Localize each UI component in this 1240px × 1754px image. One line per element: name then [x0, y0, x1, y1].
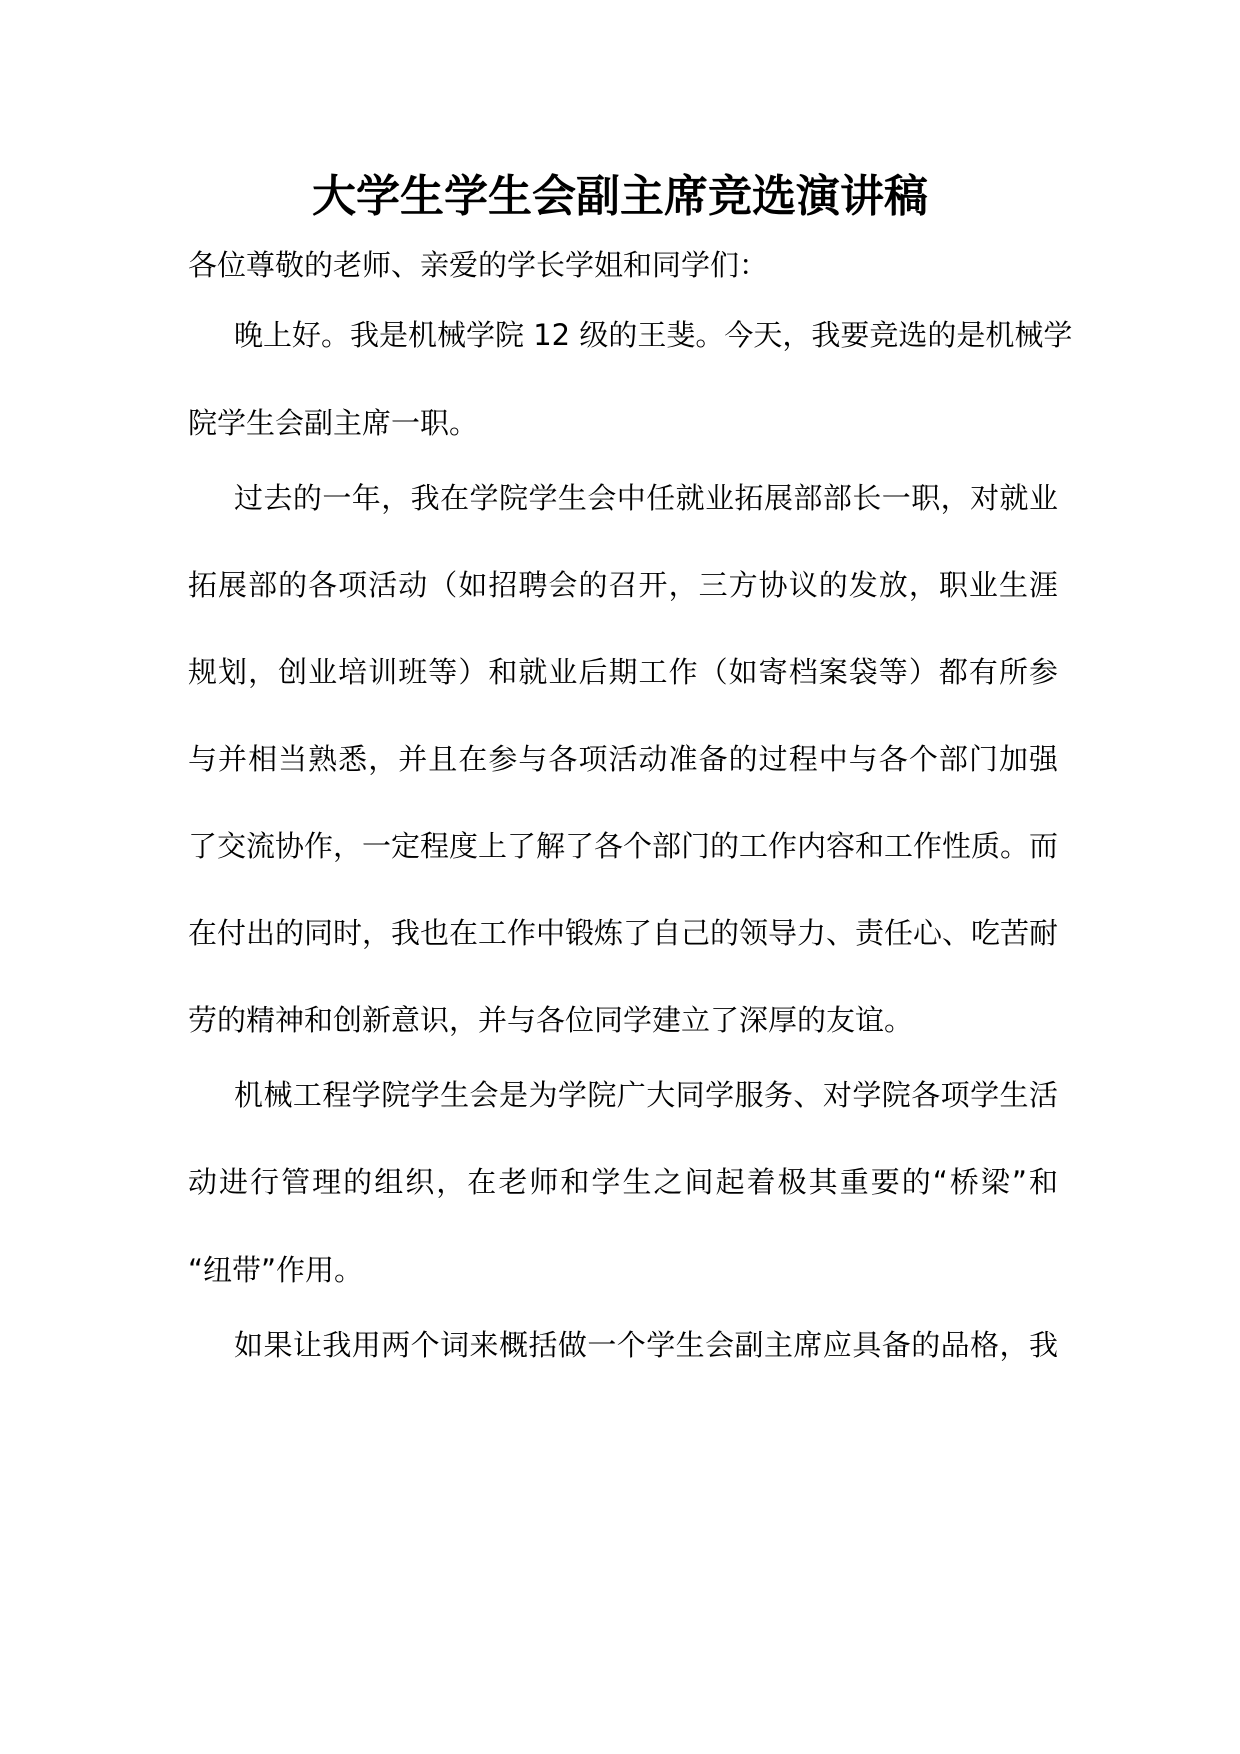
- greeting-line: 各位尊敬的老师、亲爱的学长学姐和同学们：: [188, 248, 769, 282]
- paragraph-line: 如果让我用两个词来概括做一个学生会副主席应具备的品格，我: [234, 1328, 1058, 1362]
- paragraph-line: 劳的精神和创新意识，并与各位同学建立了深厚的友谊。: [188, 1003, 914, 1037]
- document-title: 大学生学生会副主席竞选演讲稿: [312, 171, 928, 222]
- paragraph-line: 在付出的同时，我也在工作中锻炼了自己的领导力、责任心、吃苦耐: [188, 916, 1059, 950]
- paragraph-line: 与并相当熟悉，并且在参与各项活动准备的过程中与各个部门加强: [188, 742, 1058, 776]
- paragraph-line: “纽带”作用。: [188, 1253, 364, 1287]
- paragraph-line: 动进行管理的组织，在老师和学生之间起着极其重要的“桥梁”和: [188, 1165, 1058, 1199]
- paragraph-line: 了交流协作，一定程度上了解了各个部门的工作内容和工作性质。而: [188, 829, 1059, 863]
- paragraph-line: 院学生会副主席一职。: [188, 406, 479, 440]
- paragraph-line: 规划，创业培训班等）和就业后期工作（如寄档案袋等）都有所参: [188, 655, 1058, 689]
- paragraph-line: 机械工程学院学生会是为学院广大同学服务、对学院各项学生活: [234, 1078, 1058, 1112]
- paragraph-line: 晚上好。我是机械学院 12 级的王斐。今天，我要竞选的是机械学: [234, 318, 1073, 352]
- paragraph-line: 过去的一年，我在学院学生会中任就业拓展部部长一职，对就业: [234, 481, 1058, 515]
- paragraph-line: 拓展部的各项活动（如招聘会的召开，三方协议的发放，职业生涯: [188, 568, 1058, 602]
